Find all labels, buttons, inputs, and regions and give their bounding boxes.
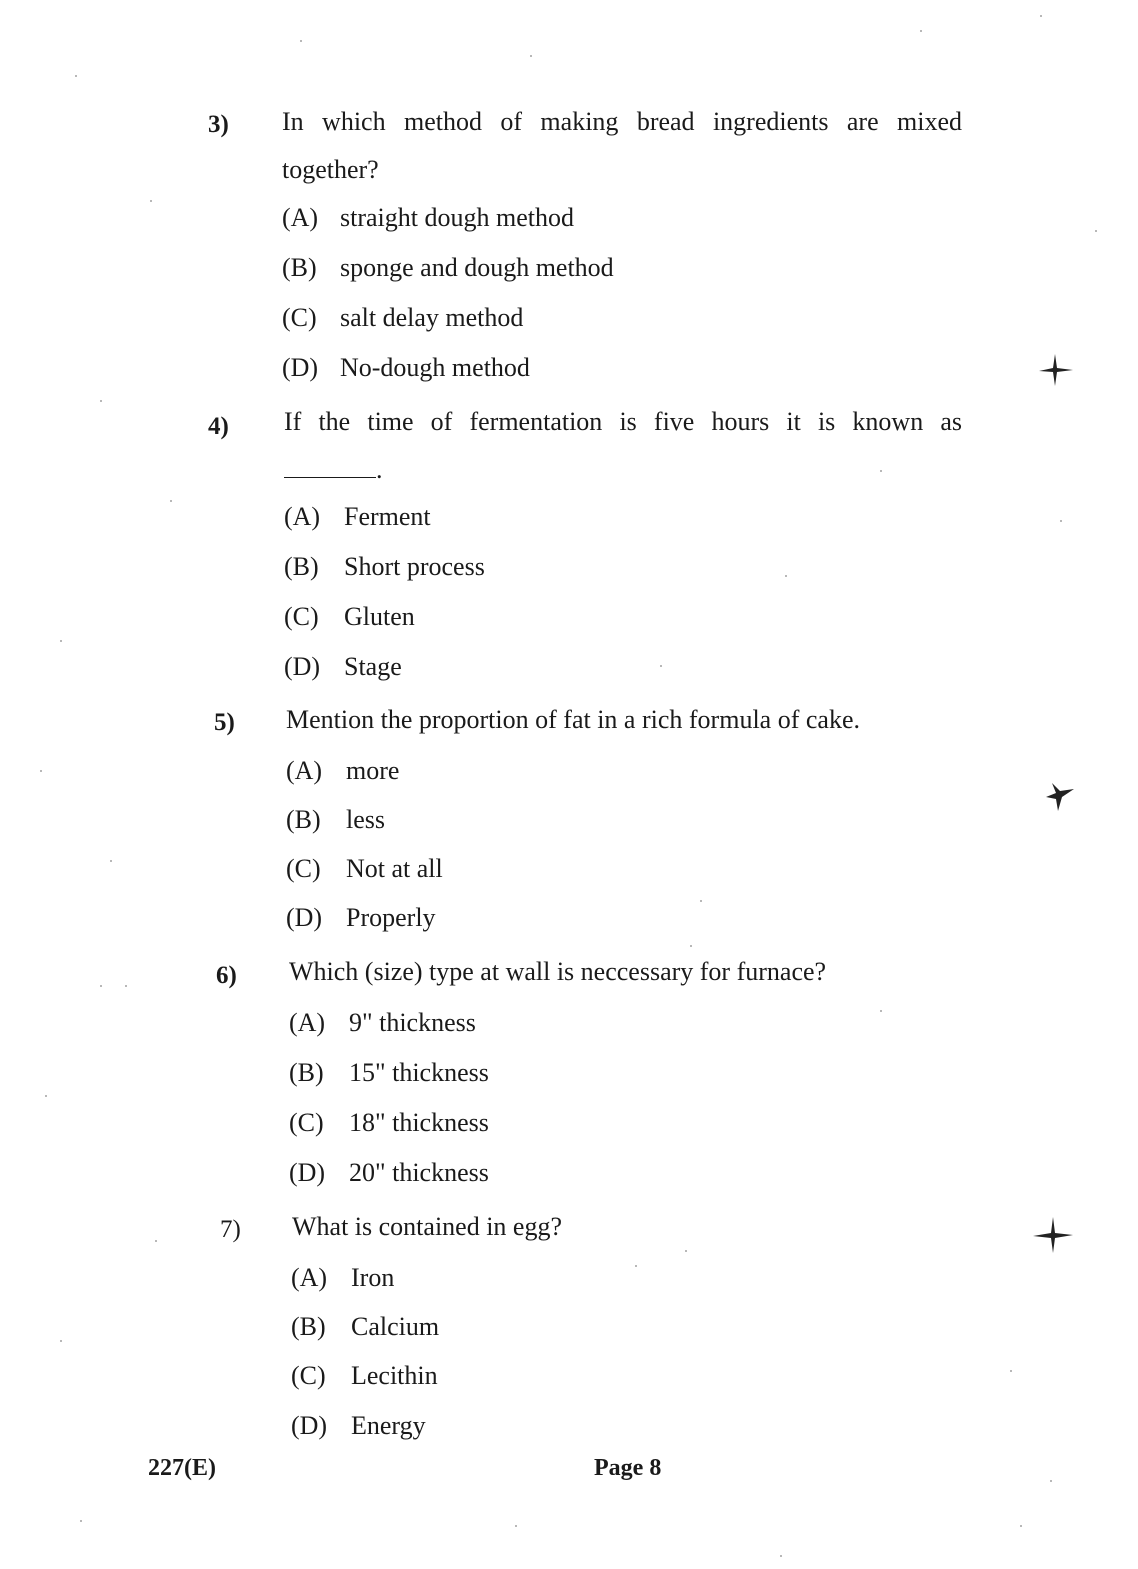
question-line: If the time of fermentation is five hours it is known as [284, 407, 962, 436]
option-label: (B) [289, 1058, 324, 1087]
option-c[interactable] [289, 1105, 489, 1141]
option-d[interactable] [286, 900, 436, 936]
option-c[interactable] [284, 599, 415, 635]
option-label: (B) [286, 805, 321, 834]
paper-code: 227(E) [148, 1455, 216, 1481]
option-b[interactable] [284, 549, 485, 585]
question-text [282, 98, 962, 194]
blank-line [284, 447, 376, 478]
option-text: Gluten [344, 602, 415, 631]
option-a[interactable] [286, 753, 399, 789]
question-number: 5) [214, 709, 235, 736]
option-text: 18" thickness [349, 1108, 489, 1137]
answer-blank [284, 446, 962, 494]
option-text: 20" thickness [349, 1158, 489, 1187]
option-text: Not at all [346, 854, 443, 883]
option-label: (D) [286, 903, 323, 932]
option-b[interactable] [286, 802, 385, 838]
option-label: (B) [284, 552, 319, 581]
option-text: Calcium [351, 1312, 440, 1341]
option-d[interactable] [289, 1155, 489, 1191]
question-number: 4) [208, 413, 229, 440]
option-text: Short process [344, 552, 485, 581]
question-line: Mention the proportion of fat in a rich formula of cake. [286, 705, 860, 734]
question-line: together? [282, 155, 379, 184]
option-label: (C) [284, 602, 319, 631]
option-text: sponge and dough method [340, 253, 614, 282]
option-d[interactable] [284, 649, 402, 685]
option-b[interactable] [282, 250, 614, 286]
question-line: What is contained in egg? [292, 1212, 563, 1241]
question-number: 3) [208, 111, 229, 138]
option-label: (A) [286, 756, 323, 785]
option-label: (D) [289, 1158, 326, 1187]
question-text [284, 398, 962, 494]
option-label: (A) [291, 1263, 328, 1292]
option-text: 15" thickness [349, 1058, 489, 1087]
option-b[interactable] [291, 1309, 439, 1345]
option-label: (C) [289, 1108, 324, 1137]
option-c[interactable] [286, 851, 443, 887]
option-d[interactable] [282, 350, 530, 386]
page-number: Page 8 [594, 1455, 662, 1481]
option-d[interactable] [291, 1408, 426, 1444]
option-label: (B) [282, 253, 317, 282]
ink-blot-icon [1035, 350, 1075, 390]
option-label: (D) [282, 353, 319, 382]
option-label: (D) [291, 1411, 328, 1440]
option-label: (B) [291, 1312, 326, 1341]
option-text: Properly [346, 903, 436, 932]
option-label: (A) [284, 502, 321, 531]
question-number: 6) [216, 962, 237, 989]
option-label: (C) [291, 1361, 326, 1390]
option-text: Lecithin [351, 1361, 438, 1390]
question-line: In which method of making bread ingredients are mixed [282, 107, 962, 136]
option-text: 9" thickness [349, 1008, 476, 1037]
option-text: salt delay method [340, 303, 524, 332]
option-a[interactable] [291, 1260, 394, 1296]
option-text: straight dough method [340, 203, 574, 232]
question-text [286, 696, 946, 744]
question-text [292, 1203, 892, 1251]
option-label: (A) [282, 203, 319, 232]
option-label: (C) [286, 854, 321, 883]
blank-suffix: . [376, 455, 383, 484]
question-text [289, 948, 929, 996]
option-text: Iron [351, 1263, 395, 1292]
option-label: (A) [289, 1008, 326, 1037]
question-line: Which (size) type at wall is neccessary for furnace? [289, 957, 827, 986]
option-text: Stage [344, 652, 402, 681]
option-text: No-dough method [340, 353, 530, 382]
option-b[interactable] [289, 1055, 489, 1091]
option-text: Ferment [344, 502, 431, 531]
option-label: (C) [282, 303, 317, 332]
question-number: 7) [220, 1216, 241, 1243]
option-c[interactable] [282, 300, 523, 336]
ink-blot-icon [1033, 1215, 1073, 1255]
ink-blot-icon [1040, 775, 1080, 815]
option-a[interactable] [282, 200, 574, 236]
option-text: less [346, 805, 385, 834]
option-a[interactable] [284, 499, 431, 535]
option-text: Energy [351, 1411, 426, 1440]
option-a[interactable] [289, 1005, 476, 1041]
option-c[interactable] [291, 1358, 438, 1394]
option-text: more [346, 756, 400, 785]
option-label: (D) [284, 652, 321, 681]
